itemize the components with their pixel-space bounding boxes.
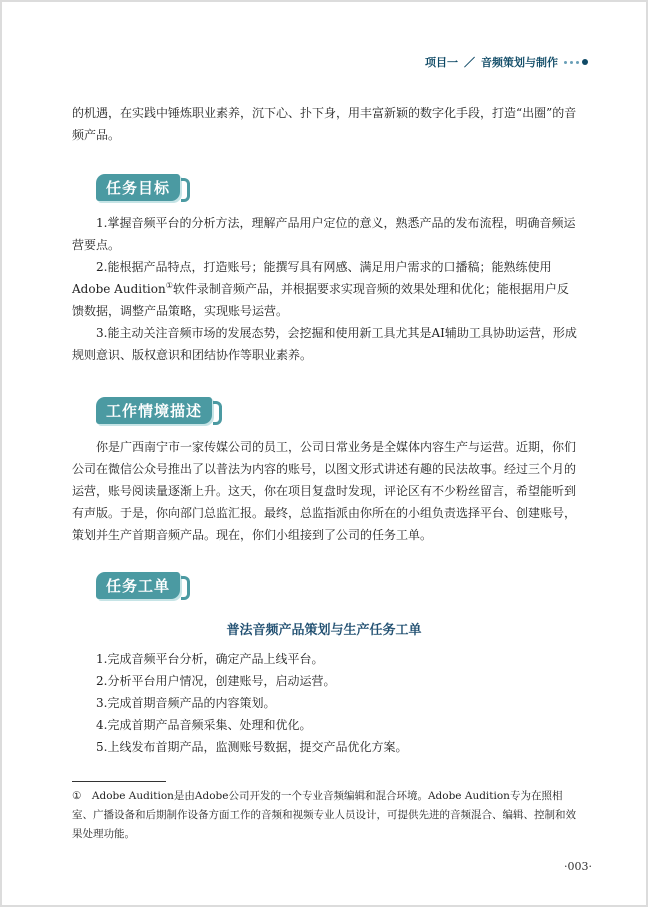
context-text: 你是广西南宁市一家传媒公司的员工，公司日常业务是全媒体内容生产与运营。近期，你们公司在微信公众号推出了以普法为内容的账号，以图文形式讲述有趣的民法故事。经过三个月的运营，账号阅读量逐渐上升。这天，你在项目复盘时发现，评论区有不少粉丝留言，希望能听到有声版。于是，你向部门总监汇报。最终，总监指派由你所在的小组负责选择平台、创建账号，策划并生产首期音频产品。现在，你们小组接到了公司的任务工单。 (72, 440, 577, 542)
footnote-marker: ① (165, 281, 173, 290)
work-context-paragraph (72, 436, 580, 546)
page-number: ·003· (564, 860, 592, 873)
ticket-title: 普法音频产品策划与生产任务工单 (226, 623, 422, 638)
header-slash: ／ (464, 56, 475, 69)
section-title: 任务目标 (96, 174, 180, 201)
goal-item: 1.掌握音频平台的分析方法，理解产品用户定位的意义，熟悉产品的发布流程，明确音频运营要点。 (72, 216, 576, 252)
intro-text: 的机遇，在实践中锤炼职业素养，沉下心、扑下身，用丰富新颖的数字化手段，打造“出圈”的音频产品。 (72, 106, 577, 142)
ticket-item: 2.分析平台用户情况，创建账号，启动运营。 (96, 674, 336, 688)
header-title: 音频策划与制作 (481, 56, 558, 69)
section-work-context (96, 397, 212, 423)
task-goals-list (72, 212, 580, 366)
header-project: 项目一 (425, 56, 458, 69)
page (2, 2, 646, 905)
section-title: 工作情境描述 (96, 397, 212, 424)
ticket-item: 4.完成首期产品音频采集、处理和优化。 (96, 718, 312, 732)
ticket-list (96, 648, 604, 758)
goal-item: 3.能主动关注音频市场的发展态势，会挖掘和使用新工具尤其是AI辅助工具协助运营，形成规则意识、版权意识和团结协作等职业素养。 (72, 326, 577, 362)
header-dots-icon (564, 59, 588, 65)
section-title: 任务工单 (96, 572, 180, 599)
footnote-divider (72, 781, 166, 782)
goal-item-2-after: 软件录制音频产品，并根据要求实现音频的效果处理和优化；能根据用户反馈数据，调整产品策略，实现账号运营。 (72, 282, 569, 318)
intro-paragraph (72, 102, 580, 146)
footnote-text: ① Adobe Audition是由Adobe公司开发的一个专业音频编辑和混合环境。Adobe Audition专为在照相室、广播设备和后期制作设备方面工作的音频和视频专业人员设计，可提供先进的音频混合、编辑、控制和效果处理功能。 (72, 790, 576, 840)
ticket-item: 5.上线发布首期产品，监测账号数据，提交产品优化方案。 (96, 740, 408, 754)
goal-item-2-before: 2.能根据产品特点，打造账号；能撰写具有网感、满足用户需求的口播稿；能熟练使用Adobe Audition (72, 260, 552, 296)
ticket-item: 1.完成音频平台分析，确定产品上线平台。 (96, 652, 324, 666)
ticket-item: 3.完成首期音频产品的内容策划。 (96, 696, 276, 710)
goal-item (72, 256, 580, 322)
footnote (72, 787, 580, 844)
section-task-ticket (96, 572, 180, 598)
section-task-goals (96, 174, 180, 200)
running-header (425, 54, 588, 70)
